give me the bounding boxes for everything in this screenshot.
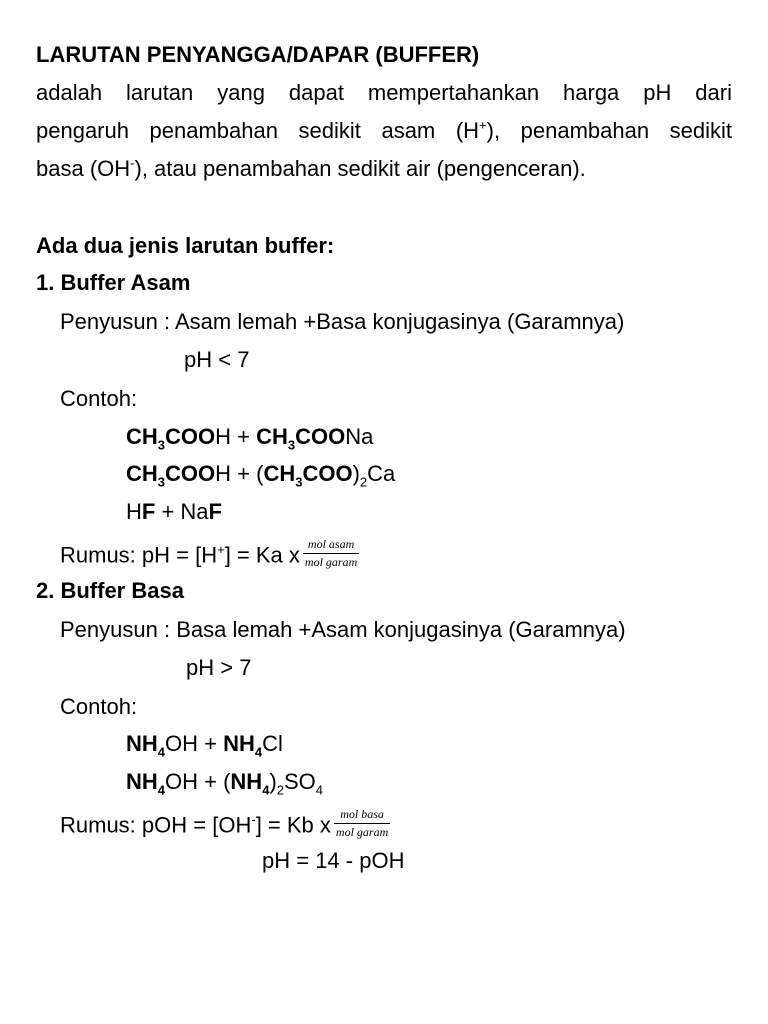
- kb-fraction: $\frac{\text{mol basa}}{\text{mol garam}}$: [335, 807, 389, 839]
- buffer-asam-example-3: HF + NaF: [126, 499, 222, 524]
- buffer-asam-heading: 1. Buffer Asam: [36, 270, 191, 295]
- types-heading: Ada dua jenis larutan buffer:: [36, 233, 335, 258]
- buffer-basa-contoh-label: Contoh:: [60, 694, 138, 719]
- definition-line-2: pengaruh penambahan sedikit asam (H+), penambahan sedikit: [36, 117, 732, 143]
- buffer-asam-contoh-label: Contoh:: [60, 386, 138, 411]
- buffer-asam-rumus: Rumus: pH = [H+] = Ka x $\frac{\text{mol asam}}{\text{mol garam}}$: [60, 537, 358, 569]
- buffer-basa-heading: 2. Buffer Basa: [36, 578, 184, 603]
- buffer-basa-example-2: $NH_4OH + (NH_4)_2SO_4$: [126, 769, 324, 798]
- buffer-basa-penyusun: Penyusun : Basa lemah +Asam konjugasinya (Garamnya): [60, 617, 626, 642]
- document-title: LARUTAN PENYANGGA/DAPAR (BUFFER): [36, 42, 480, 67]
- buffer-basa-ph: pH > 7: [186, 655, 252, 680]
- buffer-asam-example-1: $CH_3COOH$ + $CH_3COONa$: [126, 424, 374, 453]
- definition-line-1: adalah larutan yang dapat mempertahankan harga pH dari: [36, 80, 732, 105]
- buffer-asam-example-2: $CH_3COOH + (CH_3COO)_2Ca$: [126, 461, 396, 490]
- ph-from-poh-formula: pH = 14 - pOH: [262, 848, 405, 873]
- buffer-asam-ph: pH < 7: [184, 347, 250, 372]
- definition-line-3: basa (OH-), atau penambahan sedikit air (pengenceran).: [36, 155, 586, 181]
- buffer-basa-example-1: $NH_4OH + NH_4Cl$: [126, 731, 283, 760]
- ka-fraction: $\frac{\text{mol asam}}{\text{mol garam}}$: [304, 537, 358, 569]
- buffer-asam-penyusun: Penyusun : Asam lemah +Basa konjugasinya (Garamnya): [60, 309, 625, 334]
- buffer-basa-rumus: Rumus: pOH = [OH-] = Kb x $\frac{\text{mol basa}}{\text{mol garam}}$: [60, 807, 389, 839]
